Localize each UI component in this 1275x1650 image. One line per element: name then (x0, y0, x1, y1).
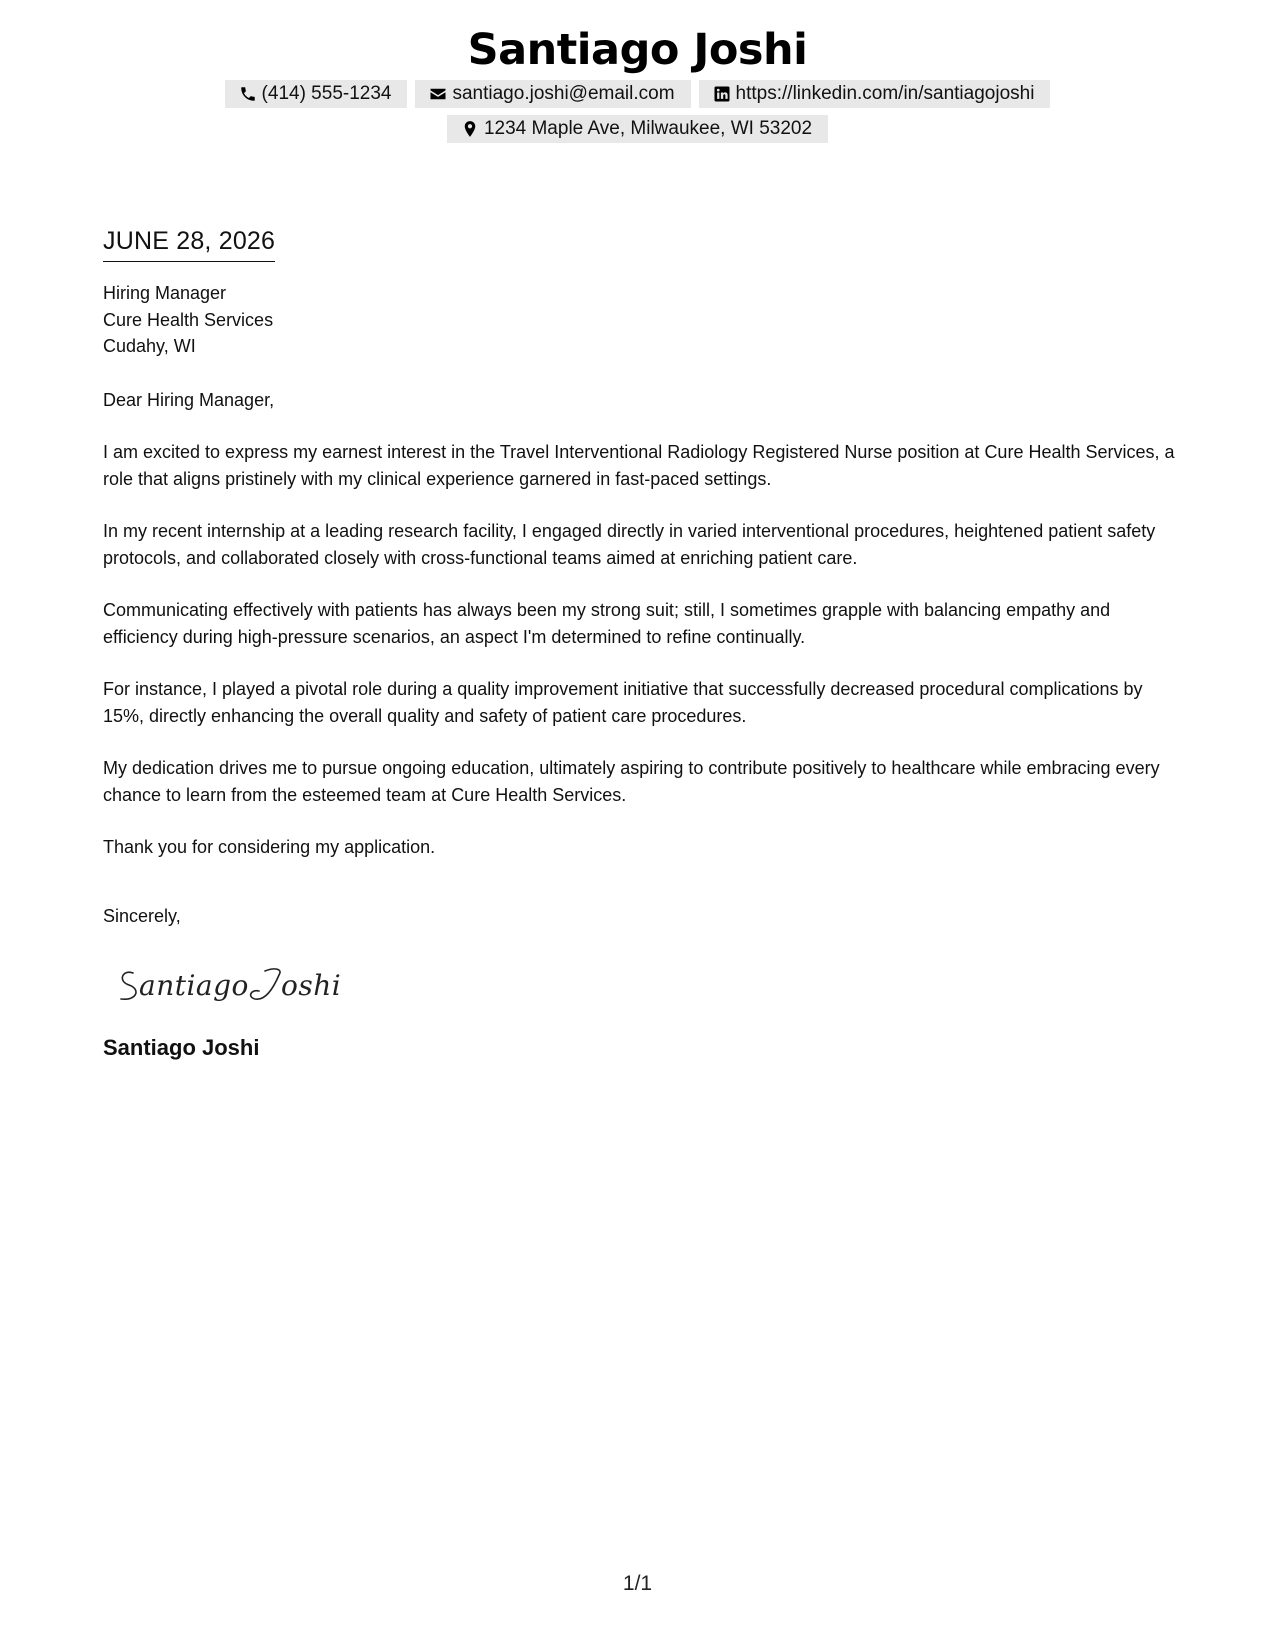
body-paragraph-4: For instance, I played a pivotal role during a quality improvement initiative that successfully decreased procedural complications by 15%, directly enhancing the overall quality and safety of patient care procedures. (103, 679, 1143, 726)
recipient-company: Cure Health Services (103, 309, 274, 330)
letter-date: JUNE 28, 2026 (103, 224, 275, 262)
envelope-icon (429, 85, 447, 103)
svg-text:oshi: oshi (281, 969, 342, 1002)
body-paragraph-1: I am excited to express my earnest interest in the Travel Interventional Radiology Registered Nurse position at Cure Health Services, a role that aligns pristinely with my clinical experience garnered in fast-paced settings. (103, 442, 1175, 489)
contact-row-primary (0, 80, 1275, 108)
handwritten-signature (115, 959, 1178, 1007)
recipient-block (103, 280, 1178, 360)
phone-text: (414) 555-1234 (261, 83, 392, 104)
letter-body (103, 224, 1178, 1062)
thanks-line: Thank you for considering my application. (103, 837, 436, 857)
recipient-title: Hiring Manager (103, 283, 227, 303)
salutation: Dear Hiring Manager, (103, 389, 275, 410)
linkedin-text: https://linkedin.com/in/santiagojoshi (735, 83, 1035, 104)
email-text: santiago.joshi@email.com (452, 83, 675, 104)
contact-row-secondary (0, 115, 1275, 143)
signed-name: Santiago Joshi (103, 1035, 260, 1060)
body-paragraph-5: My dedication drives me to pursue ongoing education, ultimately aspiring to contribute positively to healthcare while embracing every chance to learn from the esteemed team at Cure Health Services. (103, 758, 1160, 805)
signature-graphic (115, 959, 355, 1007)
address-text: 1234 Maple Ave, Milwaukee, WI 53202 (483, 118, 813, 139)
body-paragraph-3: Communicating effectively with patients has always been my strong suit; still, I sometimes grapple with balancing empathy and efficiency during high-pressure scenarios, an aspect I'm determined to refine continually. (103, 600, 1111, 647)
map-marker-icon (461, 120, 479, 138)
page-number: 1/1 (622, 1572, 653, 1595)
linkedin-chip[interactable] (699, 80, 1051, 108)
closing: Sincerely, (103, 905, 181, 926)
address-chip (447, 115, 828, 143)
body-paragraph-2: In my recent internship at a leading research facility, I engaged directly in varied interventional procedures, heightened patient safety protocols, and collaborated closely with cross-functional teams aimed at enriching patient care. (103, 521, 1156, 568)
svg-text:antiago: antiago (139, 969, 249, 1002)
recipient-location: Cudahy, WI (103, 336, 196, 356)
letter-header (0, 22, 1275, 143)
applicant-name: Santiago Joshi (467, 25, 808, 75)
phone-icon (239, 85, 257, 103)
linkedin-icon (713, 85, 731, 103)
email-chip[interactable] (415, 80, 690, 108)
phone-chip[interactable] (225, 80, 408, 108)
